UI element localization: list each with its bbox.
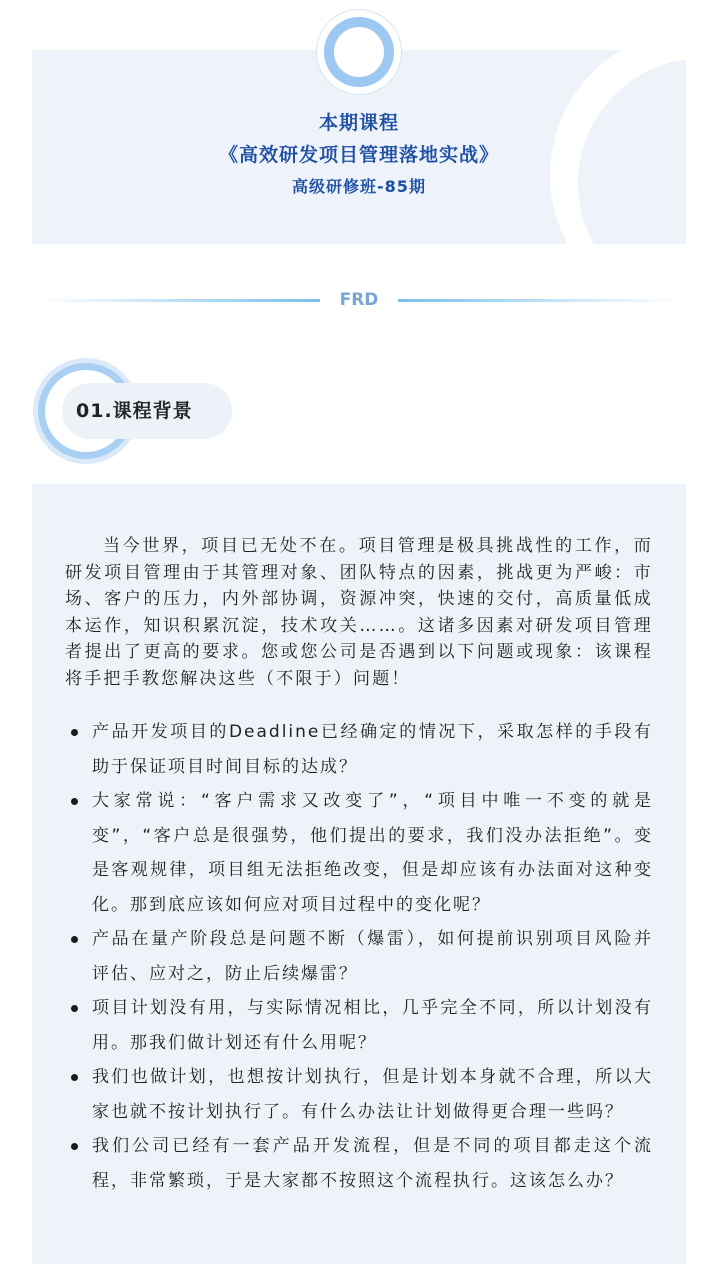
list-item-text: 大家常说：“客户需求又改变了”，“项目中唯一不变的就是变”，“客户总是很强势，他们提出的要求，我们没办法拒绝”。变是客观规律，项目组无法拒绝改变，但是却应该有办法面对这种变化。那到底应该如何应对项目过程中的变化呢？: [92, 791, 653, 915]
bullet-dot-icon: [71, 1074, 78, 1081]
bullet-dot-icon: [71, 798, 78, 805]
list-item-text: 我们公司已经有一套产品开发流程，但是不同的项目都走这个流程，非常繁琐，于是大家都不按照这个流程执行。这该怎么办？: [92, 1136, 653, 1191]
list-item: [65, 991, 653, 1060]
bullet-dot-icon: [71, 729, 78, 736]
header-text: [32, 108, 686, 202]
list-item-text: 项目计划没有用，与实际情况相比，几乎完全不同，所以计划没有用。那我们做计划还有什么用呢？: [92, 998, 653, 1053]
list-item: [65, 715, 653, 784]
divider-line-left: [40, 299, 320, 302]
bullet-dot-icon: [71, 936, 78, 943]
list-item: [65, 1060, 653, 1129]
list-item-text: 产品在量产阶段总是问题不断（爆雷），如何提前识别项目风险并评估、应对之，防止后续爆雷？: [92, 929, 653, 984]
frd-divider: [0, 288, 719, 312]
list-item: [65, 922, 653, 991]
list-item: [65, 1129, 653, 1198]
page-title: 本期课程: [318, 112, 399, 134]
list-item-text: 产品开发项目的Deadline已经确定的情况下，采取怎样的手段有助于保证项目时间目标的达成？: [92, 722, 653, 777]
divider-label: FRD: [339, 290, 379, 310]
top-ring-center: [334, 27, 384, 77]
course-title: 《高效研发项目管理落地实战》: [218, 144, 499, 166]
problem-list: [65, 715, 653, 1198]
divider-line-right: [398, 299, 680, 302]
list-item: [65, 784, 653, 922]
bullet-dot-icon: [71, 1143, 78, 1150]
intro-paragraph: 当今世界，项目已无处不在。项目管理是极具挑战性的工作，而研发项目管理由于其管理对象、团队特点的因素，挑战更为严峻：市场、客户的压力，内外部协调，资源冲突，快速的交付，高质量低成本运作，知识积累沉淀，技术攻关……。这诸多因素对研发项目管理者提出了更高的要求。您或您公司是否遇到以下问题或现象：该课程将手把手教您解决这些（不限于）问题！: [65, 536, 653, 689]
class-name: 高级研修班-85期: [292, 177, 426, 196]
section-title: 01.课程背景: [76, 400, 193, 422]
bullet-dot-icon: [71, 1005, 78, 1012]
list-item-text: 我们也做计划，也想按计划执行，但是计划本身就不合理，所以大家也就不按计划执行了。有什么办法让计划做得更合理一些吗？: [92, 1067, 653, 1122]
